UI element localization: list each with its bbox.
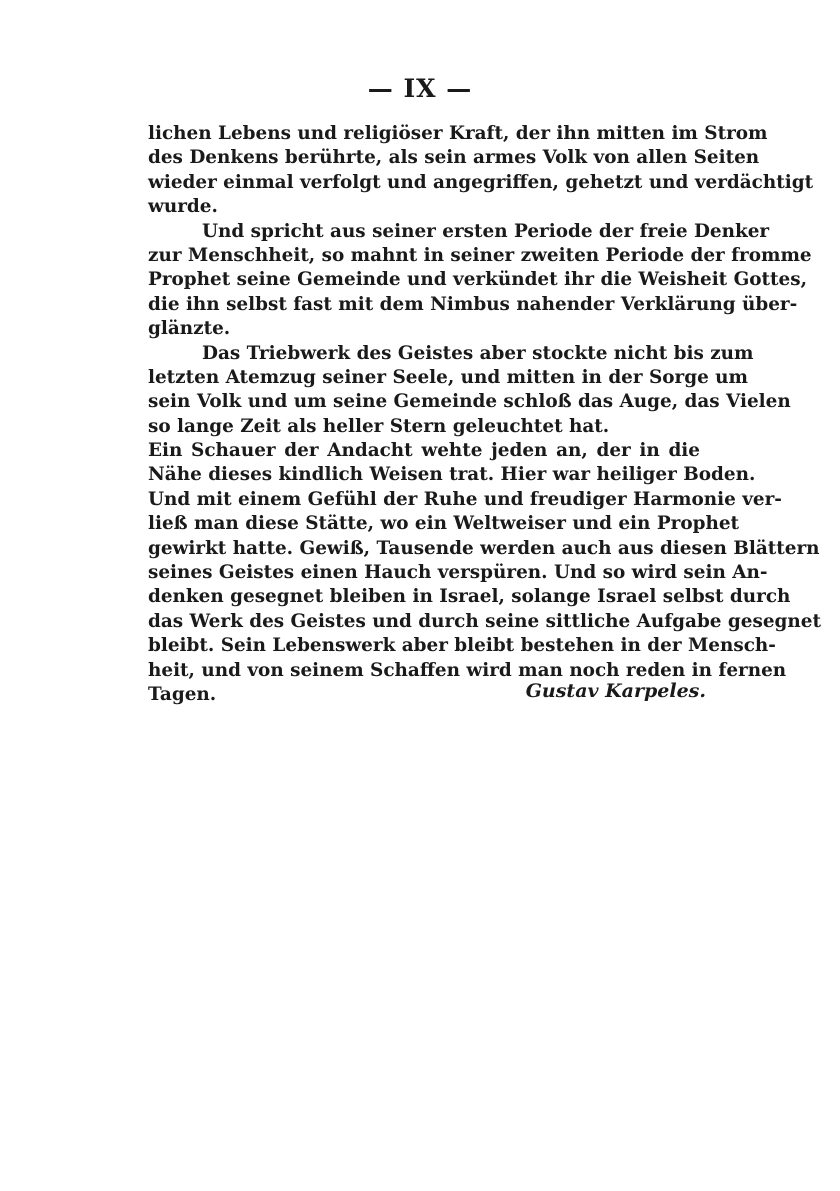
text-line: des Denkens berührte, als sein armes Volk von allen Seiten (148, 147, 760, 169)
page-number: — IX — (367, 74, 473, 103)
author-signature: Gustav Karpeles. (525, 680, 706, 702)
text-line: lichen Lebens und religiöser Kraft, der ihn mitten im Strom (148, 123, 768, 144)
text-line: wieder einmal verfolgt und angegriffen, gehetzt und verdächtigt (148, 171, 814, 193)
text-line: Und mit einem Gefühl der Ruhe und freudiger Harmonie ver- (148, 488, 782, 510)
text-line: Und spricht aus seiner ersten Periode der freie Denker (202, 220, 770, 242)
text-line: denken gesegnet bleiben in Israel, solange Israel selbst durch (148, 586, 791, 608)
text-line: wurde. (148, 196, 218, 218)
text-line: Prophet seine Gemeinde und verkündet ihr die Weisheit Gottes, (148, 269, 807, 291)
paragraph-2 (148, 220, 812, 342)
text-line: heit, und von seinem Schaffen wird man noch reden in fernen (148, 659, 787, 681)
text-line: ließ man diese Stätte, wo ein Weltweiser und ein Prophet (148, 513, 740, 535)
text-line: Das Triebwerk des Geistes aber stockte nicht bis zum (202, 342, 754, 364)
text-line: Nähe dieses kindlich Weisen trat. Hier war heiliger Boden. (148, 464, 756, 486)
text-line: das Werk des Geistes und durch seine sittliche Aufgabe gesegnet (148, 610, 821, 632)
text-line: glänzte. (148, 318, 231, 340)
paragraph-4 (148, 439, 821, 707)
text-line: Ein Schauer der Andacht wehte jeden an, der in die (148, 440, 700, 462)
text-line: die ihn selbst fast mit dem Nimbus nahender Verklärung über- (148, 293, 798, 315)
text-line: Tagen. (148, 683, 217, 705)
text-line: zur Menschheit, so mahnt in seiner zweiten Periode der fromme (148, 244, 812, 266)
paragraph-1 (148, 122, 814, 220)
text-line: so lange Zeit als heller Stern geleuchtet hat. (148, 415, 610, 437)
text-line: letzten Atemzug seiner Seele, und mitten in der Sorge um (148, 366, 749, 388)
text-line: bleibt. Sein Lebenswerk aber bleibt bestehen in der Mensch- (148, 635, 776, 657)
text-line: gewirkt hatte. Gewiß, Tausende werden auch aus diesen Blättern (148, 537, 820, 559)
text-line: seines Geistes einen Hauch verspüren. Und so wird sein An- (148, 562, 768, 584)
paragraph-3 (148, 342, 791, 440)
text-line: sein Volk und um seine Gemeinde schloß das Auge, das Vielen (148, 391, 791, 413)
body-text (148, 122, 821, 707)
